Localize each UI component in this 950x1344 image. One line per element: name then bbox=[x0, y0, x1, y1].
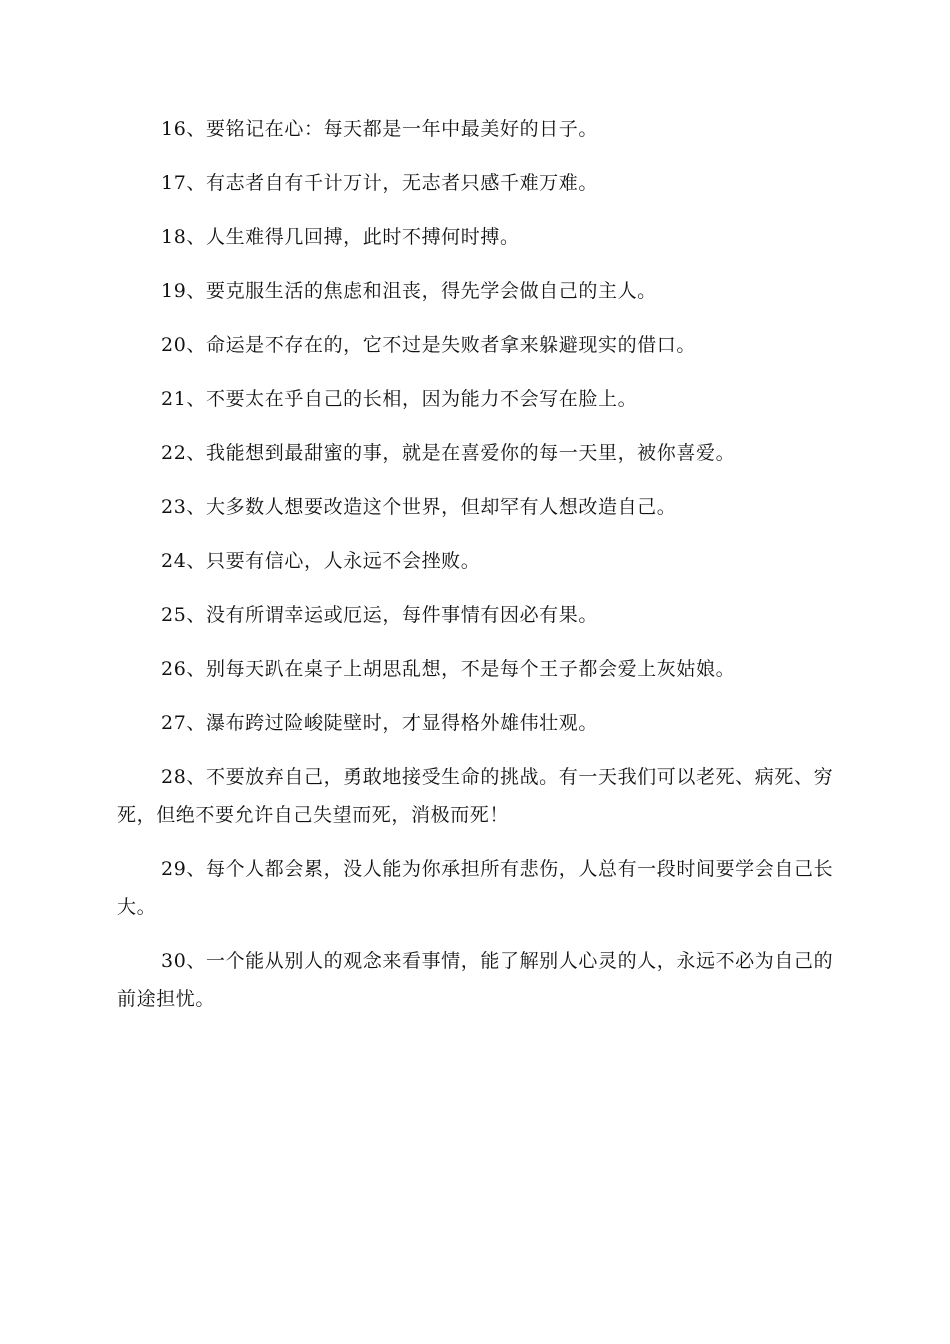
paragraph-16: 16、要铭记在心：每天都是一年中最美好的日子。 bbox=[161, 118, 598, 140]
paragraph-17: 17、有志者自有千计万计，无志者只感千难万难。 bbox=[161, 172, 598, 194]
paragraph-28: 28、不要放弃自己，勇敢地接受生命的挑战。有一天我们可以老死、病死、穷死，但绝不要允许自己失望而死，消极而死！ bbox=[117, 766, 834, 826]
paragraph-20: 20、命运是不存在的，它不过是失败者拿来躲避现实的借口。 bbox=[161, 334, 696, 356]
paragraph-21: 21、不要太在乎自己的长相，因为能力不会写在脸上。 bbox=[161, 388, 638, 410]
paragraph-18: 18、人生难得几回搏，此时不搏何时搏。 bbox=[161, 226, 520, 248]
document-body bbox=[117, 110, 835, 1034]
paragraph-27: 27、瀑布跨过险峻陡壁时，才显得格外雄伟壮观。 bbox=[161, 712, 598, 734]
paragraph-26: 26、别每天趴在桌子上胡思乱想，不是每个王子都会爱上灰姑娘。 bbox=[161, 658, 736, 680]
paragraph-24: 24、只要有信心，人永远不会挫败。 bbox=[161, 550, 481, 572]
paragraph-30: 30、一个能从别人的观念来看事情，能了解别人心灵的人，永远不必为自己的前途担忧。 bbox=[117, 950, 834, 1010]
paragraph-19: 19、要克服生活的焦虑和沮丧，得先学会做自己的主人。 bbox=[161, 280, 657, 302]
paragraph-29: 29、每个人都会累，没人能为你承担所有悲伤，人总有一段时间要学会自己长大。 bbox=[117, 858, 834, 918]
paragraph-25: 25、没有所谓幸运或厄运，每件事情有因必有果。 bbox=[161, 604, 598, 626]
paragraph-22: 22、我能想到最甜蜜的事，就是在喜爱你的每一天里，被你喜爱。 bbox=[161, 442, 736, 464]
paragraph-23: 23、大多数人想要改造这个世界，但却罕有人想改造自己。 bbox=[161, 496, 677, 518]
